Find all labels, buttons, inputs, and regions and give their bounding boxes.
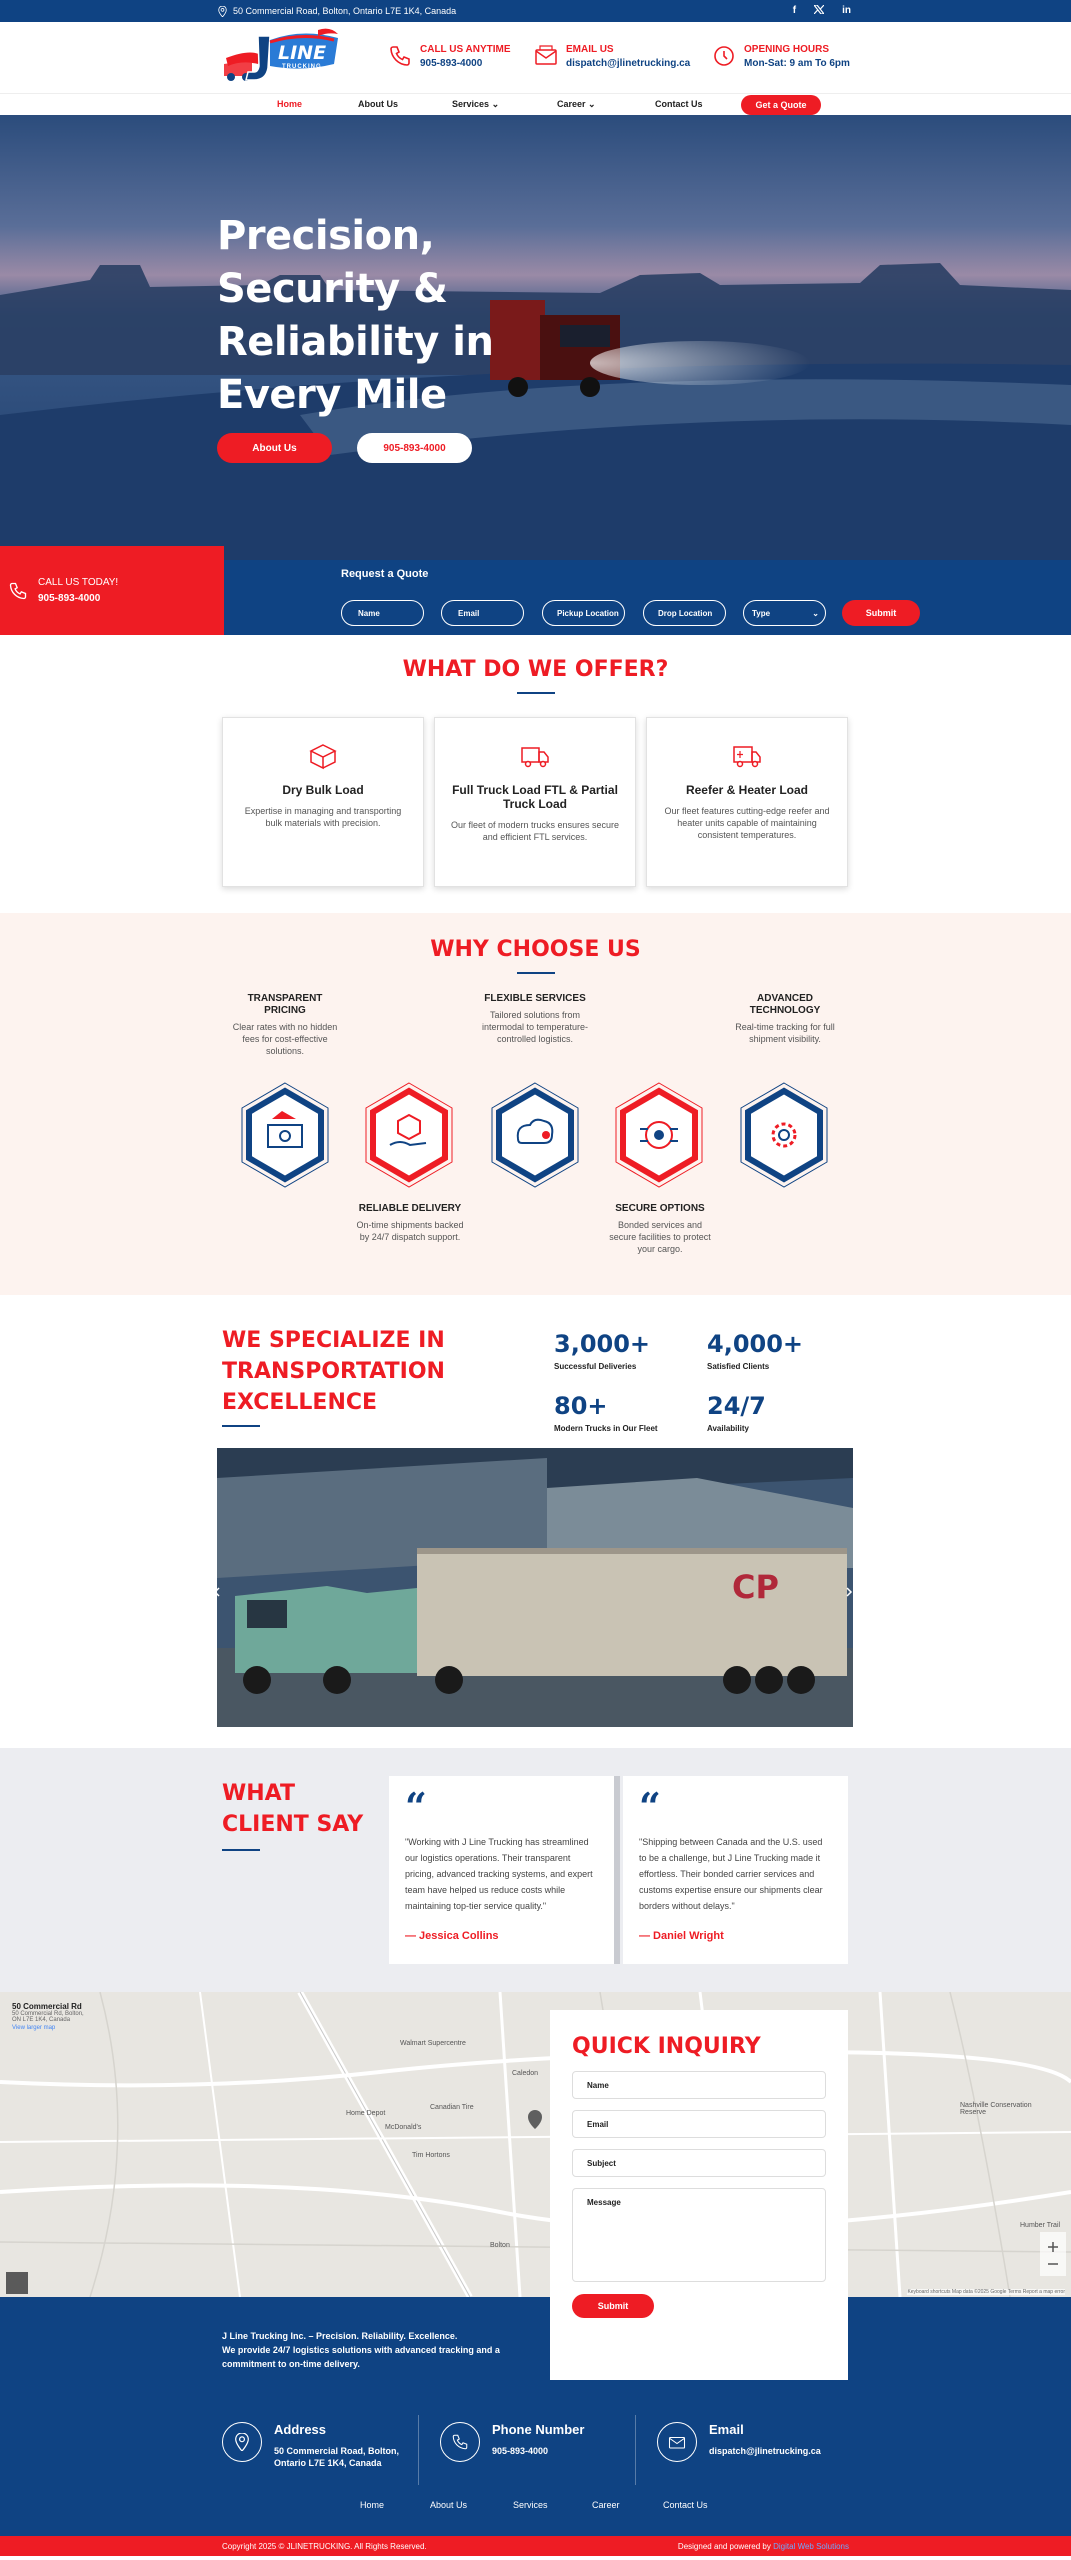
quote-submit-button[interactable]: Submit [842, 600, 920, 626]
footer-link-career[interactable]: Career [592, 2500, 620, 2510]
phone-icon [440, 2422, 480, 2462]
quote-pickup-input[interactable]: Pickup Location [542, 600, 625, 626]
call-number: 905-893-4000 [420, 58, 483, 69]
offer-section [0, 635, 1071, 913]
testimonial-text: "Working with J Line Trucking has streamlined our logistics operations. Their transparent pricing, advanced tracking systems, and expert team have helped us reduce costs while maintaining top-tier service quality." [405, 1837, 593, 1911]
location-pin-icon [218, 6, 227, 17]
offer-title: WHAT DO WE OFFER? [402, 657, 669, 682]
footer-link-services[interactable]: Services [513, 2500, 548, 2510]
title-underline [222, 1425, 260, 1427]
stat-clients: 4,000+ Satisfied Clients [707, 1330, 804, 1371]
flexible-hexagon-icon [486, 1079, 584, 1191]
quote-strip [0, 560, 1071, 635]
testimonials-section [0, 1748, 1071, 1992]
offer-card-title: Full Truck Load FTL & Partial Truck Load [452, 783, 618, 811]
reefer-truck-icon [732, 742, 762, 770]
call-label: CALL US TODAY! [38, 577, 119, 588]
offer-card-text: Our fleet of modern trucks ensures secure and efficient FTL services. [450, 820, 620, 842]
title-underline [222, 1849, 260, 1851]
testimonial-card [623, 1776, 848, 1964]
why-choose-section [0, 913, 1071, 1295]
facebook-icon[interactable]: f [792, 5, 797, 16]
inquiry-title: QUICK INQUIRY [572, 2034, 761, 2059]
header [0, 22, 1071, 93]
delivery-hexagon-icon [360, 1079, 458, 1191]
offer-card[interactable] [434, 717, 636, 887]
map-attribution[interactable]: Keyboard shortcuts Map data ©2025 Google Terms Report a map error [907, 2289, 1065, 2295]
specialize-section [0, 1295, 1071, 1748]
main-nav [0, 93, 1071, 115]
offer-card-title: Reefer & Heater Load [685, 783, 809, 797]
nav-home[interactable]: Home [277, 99, 303, 109]
footer-email[interactable]: Email dispatch@jlinetrucking.ca [657, 2422, 821, 2462]
quote-mark-icon: “ [639, 1784, 661, 1829]
why-title: WHY CHOOSE US [430, 937, 641, 962]
phone-icon [388, 44, 412, 68]
clock-icon [712, 44, 736, 68]
offer-cards [222, 717, 848, 887]
hours-value: Mon-Sat: 9 am To 6pm [744, 58, 850, 69]
inquiry-name-input[interactable]: Name [572, 2071, 826, 2099]
testimonial-text: "Shipping between Canada and the U.S. used to be a challenge, but J Line Trucking made it effortless. Their bonded carrier services and customs expertise ensure our shipments clear borders without delays." [639, 1837, 823, 1911]
footer-link-about[interactable]: About Us [430, 2500, 468, 2510]
offer-card[interactable] [646, 717, 848, 887]
twitter-icon[interactable] [814, 5, 824, 17]
pricing-hexagon-icon [236, 1079, 334, 1191]
credit-link[interactable]: Digital Web Solutions [773, 2541, 849, 2551]
header-email[interactable] [534, 44, 690, 69]
chevron-down-icon: ⌄ [491, 99, 500, 109]
secure-hexagon-icon [610, 1079, 708, 1191]
stat-trucks: 80+ Modern Trucks in Our Fleet [554, 1392, 658, 1433]
why-item: RELIABLE DELIVERY On-time shipments backed by 24/7 dispatch support. [356, 1203, 464, 1242]
footer-divider [418, 2415, 419, 2485]
copyright-text: Copyright 2025 © JLINETRUCKING. All Rights Reserved. [222, 2541, 427, 2551]
envelope-icon [657, 2422, 697, 2462]
quote-drop-input[interactable]: Drop Location [643, 600, 726, 626]
top-address-text: 50 Commercial Road, Bolton, Ontario L7E 1K4, Canada [233, 6, 457, 16]
quote-name-input[interactable]: Name [341, 600, 424, 626]
linkedin-icon[interactable]: in [842, 5, 851, 16]
testimonial-author: — Jessica Collins [405, 1930, 499, 1942]
nav-services[interactable]: Services ⌄ [452, 99, 500, 109]
specialize-title: WE SPECIALIZE IN TRANSPORTATION EXCELLENCE [222, 1328, 445, 1415]
email-title: EMAIL US [566, 44, 614, 55]
testimonials-title: WHAT CLIENT SAY [222, 1781, 364, 1837]
envelope-icon [534, 44, 558, 68]
offer-card-title: Dry Bulk Load [282, 783, 364, 797]
footer [0, 2297, 1071, 2536]
nav-about[interactable]: About Us [358, 99, 398, 109]
hero-banner [0, 115, 1071, 560]
view-larger-map-link[interactable]: View larger map [12, 2025, 56, 2031]
hero-background-image [0, 115, 1071, 560]
offer-card[interactable] [222, 717, 424, 887]
quote-email-input[interactable]: Email [441, 600, 524, 626]
about-us-button[interactable]: About Us [217, 433, 332, 463]
quote-form-title: Request a Quote [341, 568, 429, 580]
top-bar [0, 0, 1071, 22]
why-item: ADVANCED TECHNOLOGY Real-time tracking for full shipment visibility. [735, 993, 835, 1044]
call-title: CALL US ANYTIME [420, 44, 511, 55]
truck-icon [520, 742, 550, 770]
footer-tagline: J Line Trucking Inc. – Precision. Reliability. Excellence. We provide 24/7 logistics solutions with advanced tracking and a commitment to on-time delivery. [222, 2331, 500, 2369]
top-address [218, 6, 456, 17]
inquiry-message-input[interactable]: Message [572, 2188, 826, 2282]
quick-inquiry-form [550, 2010, 848, 2380]
chevron-down-icon: ⌄ [812, 608, 819, 618]
technology-hexagon-icon [735, 1079, 833, 1191]
header-hours [712, 44, 850, 69]
phone-icon [8, 580, 28, 602]
social-links [793, 5, 851, 17]
get-quote-button[interactable]: Get a Quote [741, 95, 821, 115]
nav-career[interactable]: Career ⌄ [557, 99, 596, 109]
hero-title: Precision, Security & Reliability in Every Mile [217, 213, 494, 418]
why-item: TRANSPARENT PRICING Clear rates with no hidden fees for cost-effective solutions. [232, 993, 338, 1056]
stat-deliveries: 3,000+ Successful Deliveries [554, 1330, 651, 1371]
quote-mark-icon: “ [405, 1784, 427, 1829]
title-underline [517, 692, 555, 694]
copyright-bar [0, 2536, 1071, 2556]
truck-photo [217, 1448, 853, 1727]
offer-card-text: Expertise in managing and transporting bulk materials with precision. [244, 806, 402, 828]
credit: Designed and powered by Digital Web Solutions [677, 2541, 849, 2551]
email-address: dispatch@jlinetrucking.ca [566, 58, 691, 69]
call-phone: 905-893-4000 [38, 593, 101, 604]
map-place-card: 50 Commercial Rd 50 Commercial Rd, Bolton, ON L7E 1K4, Canada View larger map [12, 2002, 92, 2031]
hero-phone-button[interactable]: 905-893-4000 [357, 433, 472, 463]
why-item: FLEXIBLE SERVICES Tailored solutions from intermodal to temperature-controlled logistics. [481, 993, 589, 1044]
location-pin-icon [222, 2422, 262, 2462]
footer-address: Address 50 Commercial Road, Bolton, Ontario L7E 1K4, Canada [222, 2422, 404, 2469]
box-icon [308, 742, 338, 770]
testimonial-card [389, 1776, 614, 1964]
chevron-down-icon: ⌄ [588, 99, 596, 109]
inquiry-submit-button[interactable]: Submit [572, 2294, 654, 2318]
quote-type-select[interactable]: Type ⌄ [743, 600, 826, 626]
footer-divider [635, 2415, 636, 2485]
hours-title: OPENING HOURS [744, 44, 830, 55]
logo[interactable]: LINE TRUCKING [222, 28, 340, 86]
footer-link-contact[interactable]: Contact Us [663, 2500, 708, 2510]
footer-link-home[interactable]: Home [360, 2500, 385, 2510]
testimonial-author: — Daniel Wright [639, 1930, 724, 1942]
card-divider [614, 1776, 620, 1964]
trailer-logo: CP [732, 1568, 779, 1606]
inquiry-subject-input[interactable]: Subject [572, 2149, 826, 2177]
header-call[interactable] [388, 44, 511, 69]
offer-card-text: Our fleet features cutting-edge reefer and heater units capable of maintaining consistent temperatures. [664, 806, 830, 840]
stat-availability: 24/7 Availability [707, 1392, 766, 1433]
nav-contact[interactable]: Contact Us [655, 99, 703, 109]
title-underline [517, 972, 555, 974]
inquiry-email-input[interactable]: Email [572, 2110, 826, 2138]
map-embed[interactable]: 50 Commercial Rd 50 Commercial Rd, Bolton, ON L7E 1K4, Canada View larger map Walmart Supercentre Home Depot McDonald's Canadian Tire Tim Hortons Caledon Bolton Nashville Conservation Reserve Humber Trail Keyboard shortcuts Map data ©2025 Google Terms Report a map error [0, 1992, 1071, 2297]
why-item: SECURE OPTIONS Bonded services and secure facilities to protect your cargo. [609, 1203, 711, 1254]
footer-phone[interactable]: Phone Number 905-893-4000 [440, 2422, 584, 2462]
call-us-box[interactable] [0, 546, 224, 635]
